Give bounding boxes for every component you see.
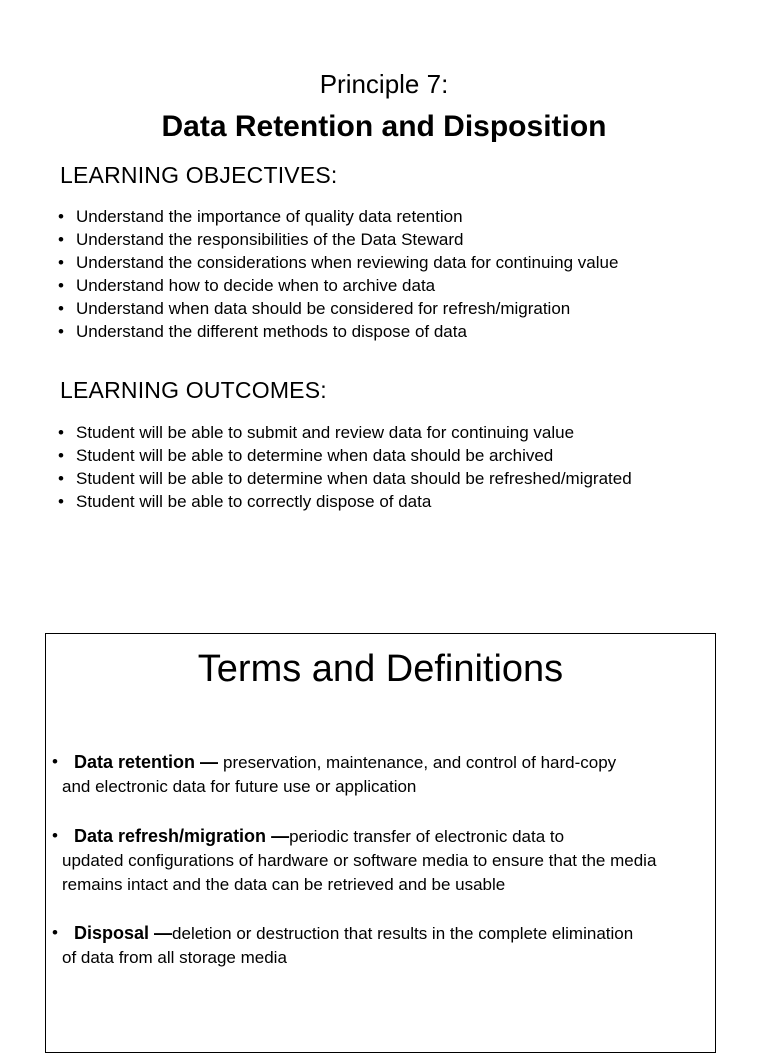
term-definition: periodic transfer of electronic data to (289, 827, 565, 846)
list-item (58, 205, 618, 228)
bullet-icon: • (58, 299, 64, 318)
bullet-icon: • (52, 752, 58, 771)
bullet-icon: • (58, 230, 64, 249)
term-definition: deletion or destruction that results in the complete elimination (172, 924, 634, 943)
bullet-icon: • (58, 469, 64, 488)
term-data-refresh-migration (52, 824, 712, 897)
term-definition-continued: of data from all storage media (62, 948, 287, 967)
term-name: Data refresh/migration (74, 826, 267, 846)
objective-text: Understand the importance of quality data retention (76, 207, 463, 226)
principle-title: Data Retention and Disposition (161, 110, 607, 143)
bullet-icon: • (58, 492, 64, 511)
learning-objectives-list (58, 205, 618, 343)
learning-outcomes-list (58, 421, 632, 513)
term-definition-continued: updated configurations of hardware or software media to ensure that the media remains intact and the data can be retrieved and be usable (62, 851, 657, 894)
list-item (58, 251, 618, 274)
objective-text: Understand the responsibilities of the Data Steward (76, 230, 464, 249)
learning-objectives-heading: LEARNING OBJECTIVES: (60, 162, 338, 188)
list-item (58, 444, 632, 467)
term-separator: — (149, 923, 173, 943)
bullet-icon: • (58, 423, 64, 442)
list-item (58, 297, 618, 320)
principle-label: Principle 7: (319, 69, 449, 99)
term-definition: preservation, maintenance, and control of hard-copy (223, 753, 617, 772)
list-item (58, 274, 618, 297)
list-item (58, 467, 632, 490)
outcome-text: Student will be able to determine when data should be archived (76, 446, 554, 465)
objective-text: Understand the different methods to dispose of data (76, 322, 467, 341)
term-separator: — (195, 752, 224, 772)
terms-title: Terms and Definitions (197, 648, 564, 690)
bullet-icon: • (58, 446, 64, 465)
term-disposal (52, 921, 712, 970)
list-item (58, 320, 618, 343)
objective-text: Understand how to decide when to archive data (76, 276, 436, 295)
term-data-retention (52, 750, 712, 799)
term-separator: — (266, 826, 290, 846)
bullet-icon: • (58, 276, 64, 295)
terms-slide (45, 633, 716, 1053)
bullet-icon: • (52, 923, 58, 942)
bullet-icon: • (52, 826, 58, 845)
list-item (58, 490, 632, 513)
bullet-icon: • (58, 207, 64, 226)
bullet-icon: • (58, 322, 64, 341)
objective-text: Understand the considerations when reviewing data for continuing value (76, 253, 619, 272)
outcome-text: Student will be able to determine when data should be refreshed/migrated (76, 469, 632, 488)
bullet-icon: • (58, 253, 64, 272)
term-definition-continued: and electronic data for future use or application (62, 777, 417, 796)
term-name: Disposal (74, 923, 150, 943)
list-item (58, 421, 632, 444)
outcome-text: Student will be able to correctly dispose of data (76, 492, 432, 511)
objective-text: Understand when data should be considered for refresh/migration (76, 299, 571, 318)
learning-outcomes-heading: LEARNING OUTCOMES: (60, 377, 327, 403)
list-item (58, 228, 618, 251)
outcome-text: Student will be able to submit and review data for continuing value (76, 423, 575, 442)
term-name: Data retention (74, 752, 196, 772)
